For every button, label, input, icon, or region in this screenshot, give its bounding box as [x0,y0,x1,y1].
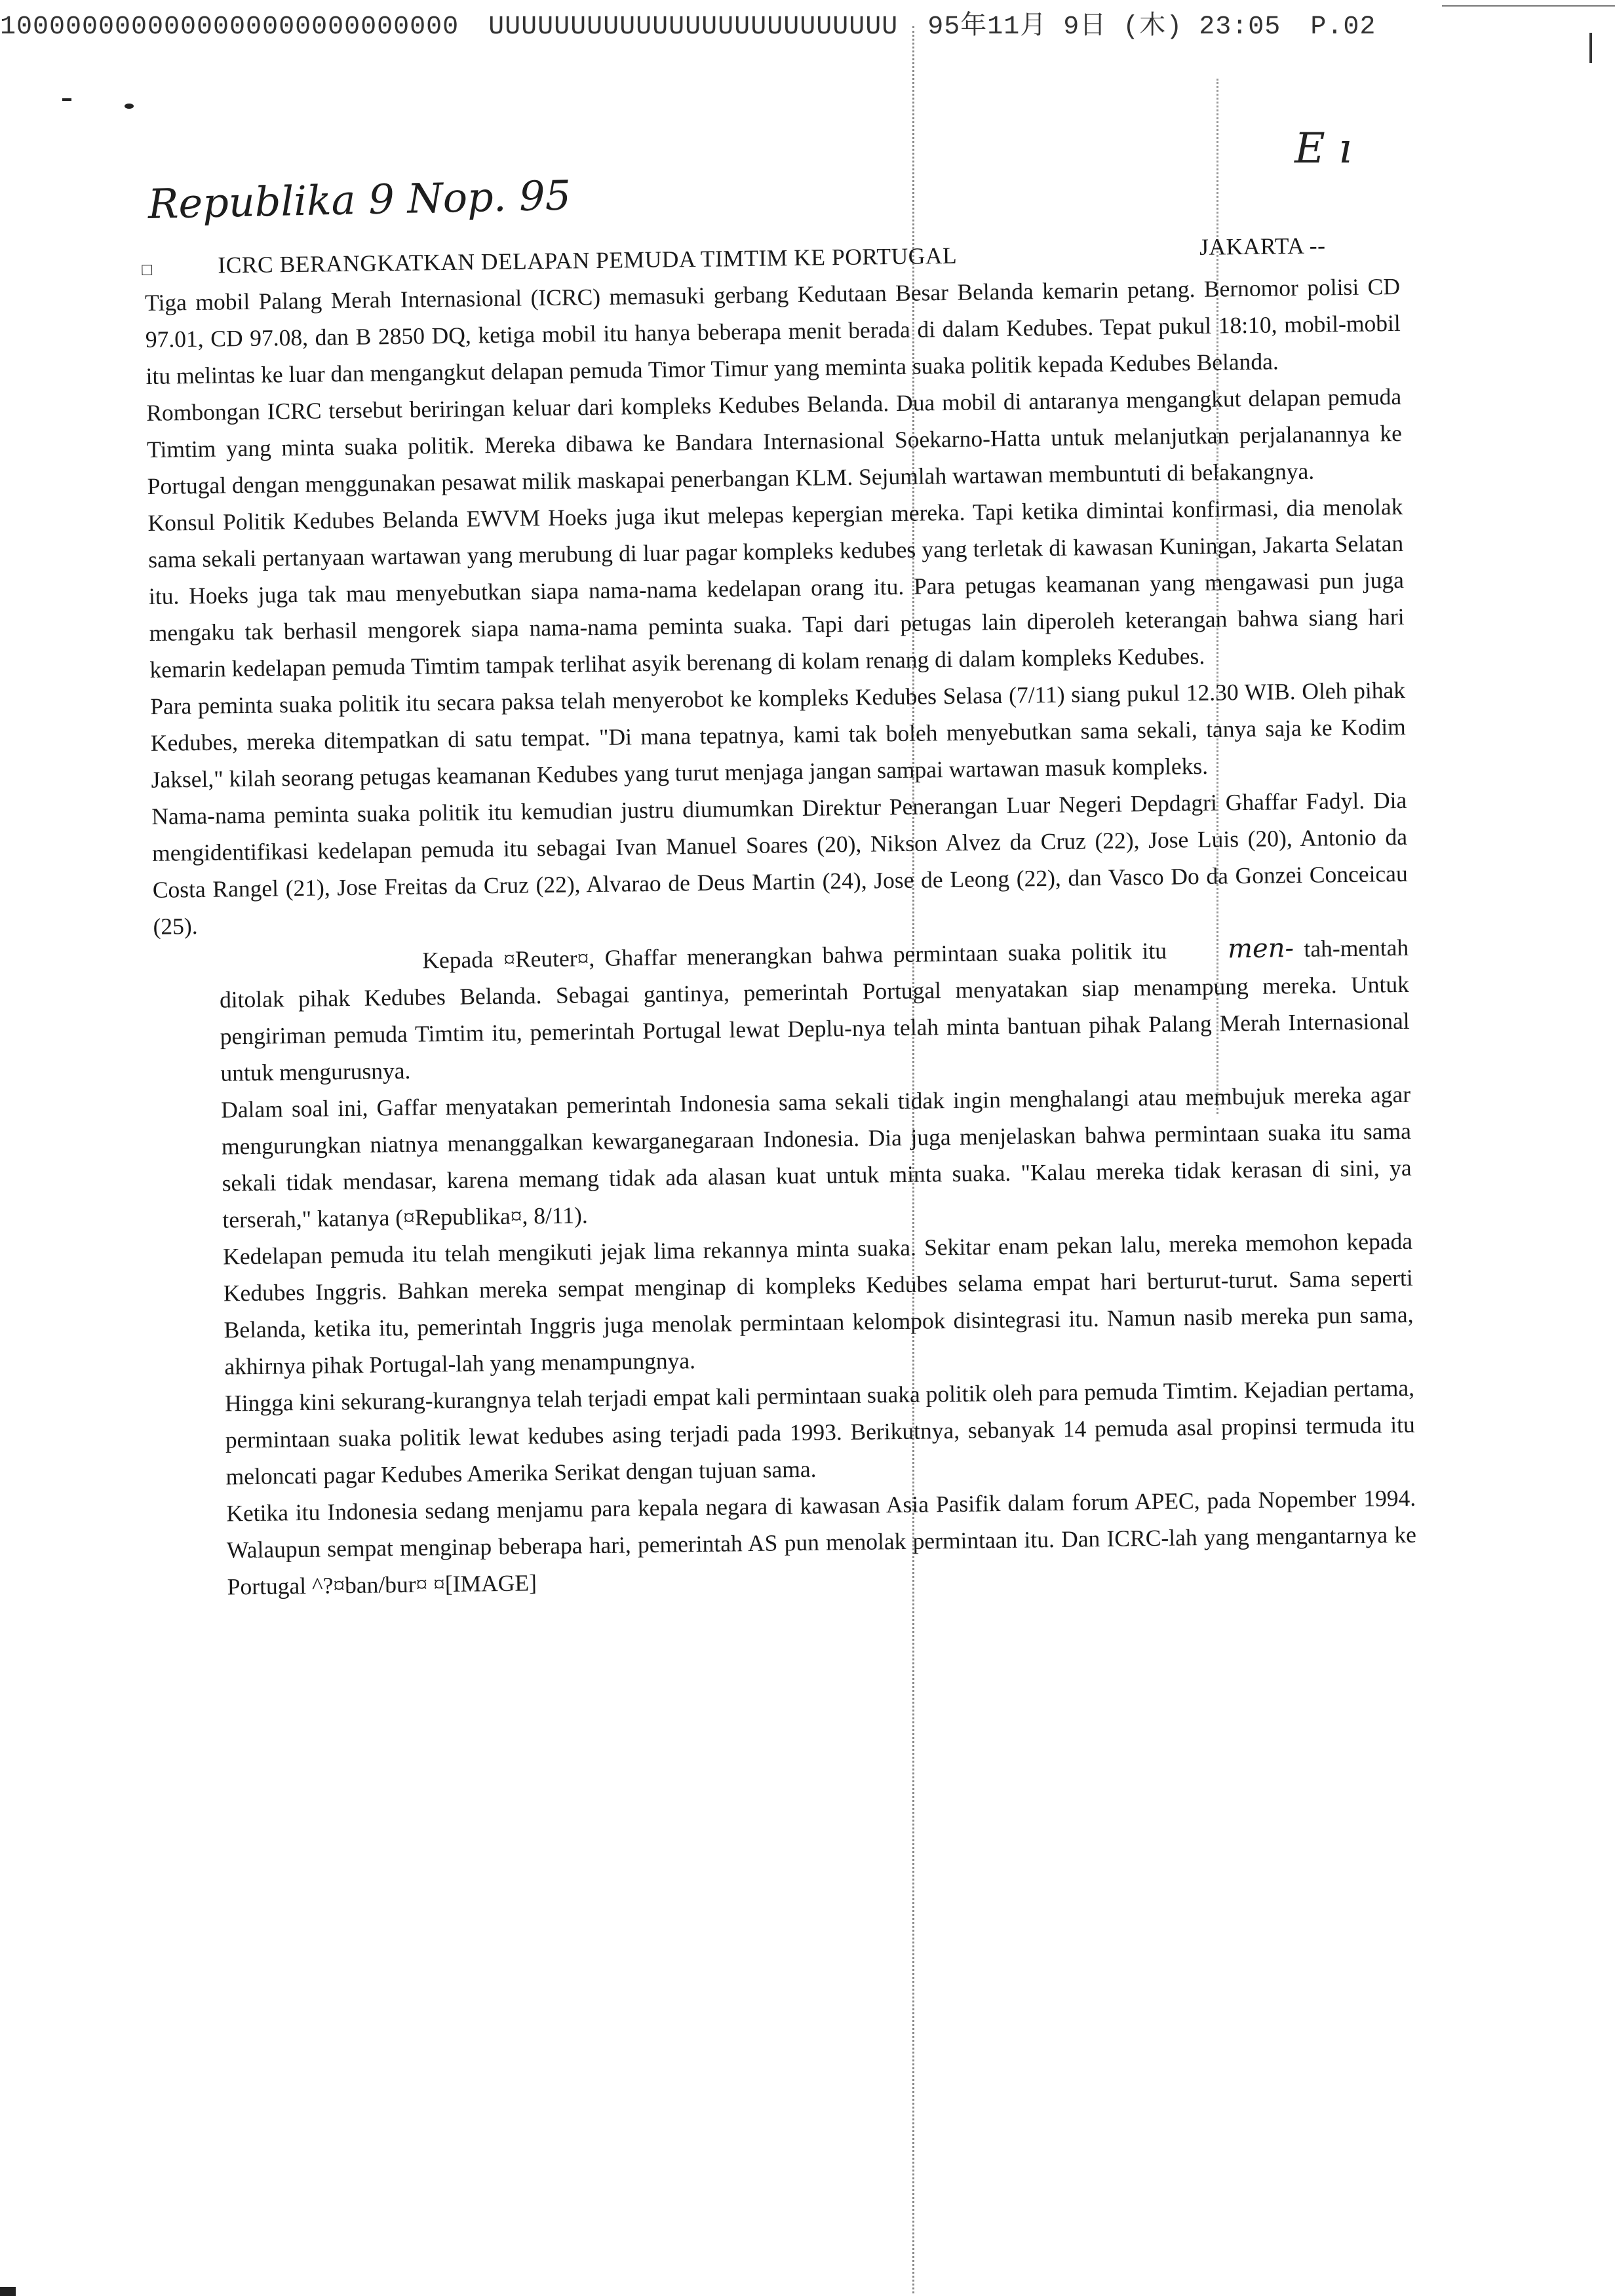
fax-date-time: 95年11月 9日 (木) 23:05 [927,12,1281,42]
paragraph-reuter [219,928,1411,1092]
scan-speck [0,2287,16,2296]
handwritten-corner-mark: E ı [1294,124,1352,173]
paragraph: Nama-nama peminta suaka politik itu kemudian justru diumumkan Direktur Penerangan Luar Negeri Depdagri Ghaffar Fadyl. Dia mengidentifikasi kedelapan pemuda itu sebagai Ivan Manuel Soares (20), Nikson Alvez da Cruz (22), Jose Luis (20), Antonio da Costa Rangel (21), Jose Freitas da Cruz (22), Alvarao de Deus Martin (24), Jose de Leong (22), dan Vasco Do da Gonzei Conceicau (25). [151,786,1408,940]
paragraph: Konsul Politik Kedubes Belanda EWVM Hoeks juga ikut melepas kepergian mereka. Tapi ketika dimintai konfirmasi, dia menolak sama sekali pertanyaan wartawan yang merubung di luar pagar kompleks kedubes yang terletak di kawasan Kuningan, Jakarta Selatan itu. Hoeks juga tak mau menyebutkan siapa nama-nama kedelapan orang itu. Para petugas keamanan yang mengawasi pun juga mengaku tak berhasil mengorek siapa nama-nama peminta suaka. Tapi dari petugas lain diperoleh keterangan bahwa siang hari kemarin kedelapan pemuda Timtim tampak terlihat asyik berenang di kolam renang di dalam kompleks Kedubes. [147,493,1405,683]
paragraph: Para peminta suaka politik itu secara paksa telah menyerobot ke kompleks Kedubes Selasa (7/11) siang pukul 12.30 WIB. Oleh pihak Kedubes, mereka ditempatkan di satu tempat. "Di mana tepatnya, kami tak boleh menyebutkan sama sekali, tanya saja ke Kodim Jaksel," kilah seorang petugas keamanan Kedubes yang turut menjaga jangan sampai wartawan masuk kompleks. [149,676,1406,793]
handwritten-source-note: Republika 9 Nop. 95 [147,171,572,228]
paragraph: Tiga mobil Palang Merah Internasional (ICRC) memasuki gerbang Kedutaan Besar Belanda kemarin petang. Bernomor polisi CD 97.01, CD 97.08, dan B 2850 DQ, ketiga mobil itu hanya beberapa menit berada di dalam Kedubes. Tepat pukul 18:10, mobil-mobil itu melintas ke luar dan mengangkut delapan pemuda Timor Timur yang meminta suaka politik kepada Kedubes Belanda. [144,273,1401,389]
fax-number: 1000000000000000000000000000 [0,12,459,42]
fax-header [0,4,1409,42]
scan-speck [62,98,71,101]
paragraph: Dalam soal ini, Gaffar menyatakan pemerintah Indonesia sama sekali tidak ingin menghalangi atau membujuk mereka agar mengurungkan niatnya menanggalkan kewarganegaraan Indonesia. Dia juga menjelaskan bahwa permintaan suaka itu sama sekali tidak mendasar, karena memang tidak ada alasan kuat untuk minta suaka. "Kalau mereka tidak kerasan di sini, ya terserah," katanya (¤Republika¤, 8/11). [220,1081,1412,1233]
reuter-text-part1: Kepada ¤Reuter¤, Ghaffar menerangkan bahwa permintaan suaka politik itu [422,937,1167,974]
headline: ICRC BERANGKATKAN DELAPAN PEMUDA TIMTIM KE PORTUGAL [218,242,958,278]
scan-edge-mark [1589,33,1592,63]
indented-section [153,928,1417,1606]
paragraph: Hingga kini sekurang-kurangnya telah terjadi empat kali permintaan suaka politik oleh para pemuda Timtim. Kejadian pertama, permintaan suaka politik lewat kedubes asing terjadi pada 1993. Berikutnya, sebanyak 14 pemuda asal propinsi termuda itu meloncati pagar Kedubes Amerika Serikat dengan tujuan sama. [224,1374,1415,1490]
fax-page-number: P.02 [1310,12,1376,42]
fax-sender: UUUUUUUUUUUUUUUUUUUUUUUUU [488,12,899,42]
dateline: JAKARTA -- [1199,232,1326,260]
scan-edge-line [1442,5,1615,7]
reuter-text-part2: tah-mentah ditolak pihak Kedubes Belanda. Sebagai gantinya, pemerintah Portugal menyatakan siap menampung mereka. Untuk pengiriman pemuda Timtim itu, pemerintah Portugal lewat Deplu-nya telah minta bantuan pihak Palang Merah Internasional untuk mengurusnya. [219,934,1410,1086]
scan-speck [125,104,134,109]
paragraph: Rombongan ICRC tersebut beriringan keluar dari kompleks Kedubes Belanda. Dua mobil di antaranya mengangkut delapan pemuda Timtim yang minta suaka politik. Mereka dibawa ke Bandara Internasional Soekarno-Hatta untuk melanjutkan perjalanannya ke Portugal dengan menggunakan pesawat milik maskapai penerbangan KLM. Sejumlah wartawan membuntuti di belakangnya. [146,383,1403,499]
paragraph: Ketika itu Indonesia sedang menjamu para kepala negara di kawasan Asia Pasifik dalam forum APEC, pada Nopember 1994. Walaupun sempat menginap beberapa hari, pemerintah AS pun menolak permintaan itu. Dan ICRC-lah yang mengantarnya ke Portugal ^?¤ban/bur¤ ¤[IMAGE] [226,1484,1417,1600]
article [144,231,1417,1606]
handwritten-margin-note: men- [1227,933,1294,965]
bullet-box-icon: □ [142,259,153,280]
paragraph: Kedelapan pemuda itu telah mengikuti jejak lima rekannya minta suaka. Sekitar enam pekan lalu, mereka memohon kepada Kedubes Inggris. Bahkan mereka sempat menginap di kompleks Kedubes selama empat hari berturut-turut. Sama seperti Belanda, ketika itu, pemerintah Inggris juga menolak permintaan kelompok disintegrasi itu. Namun nasib mereka pun sama, akhirnya pihak Portugal-lah yang menampungnya. [222,1227,1414,1380]
